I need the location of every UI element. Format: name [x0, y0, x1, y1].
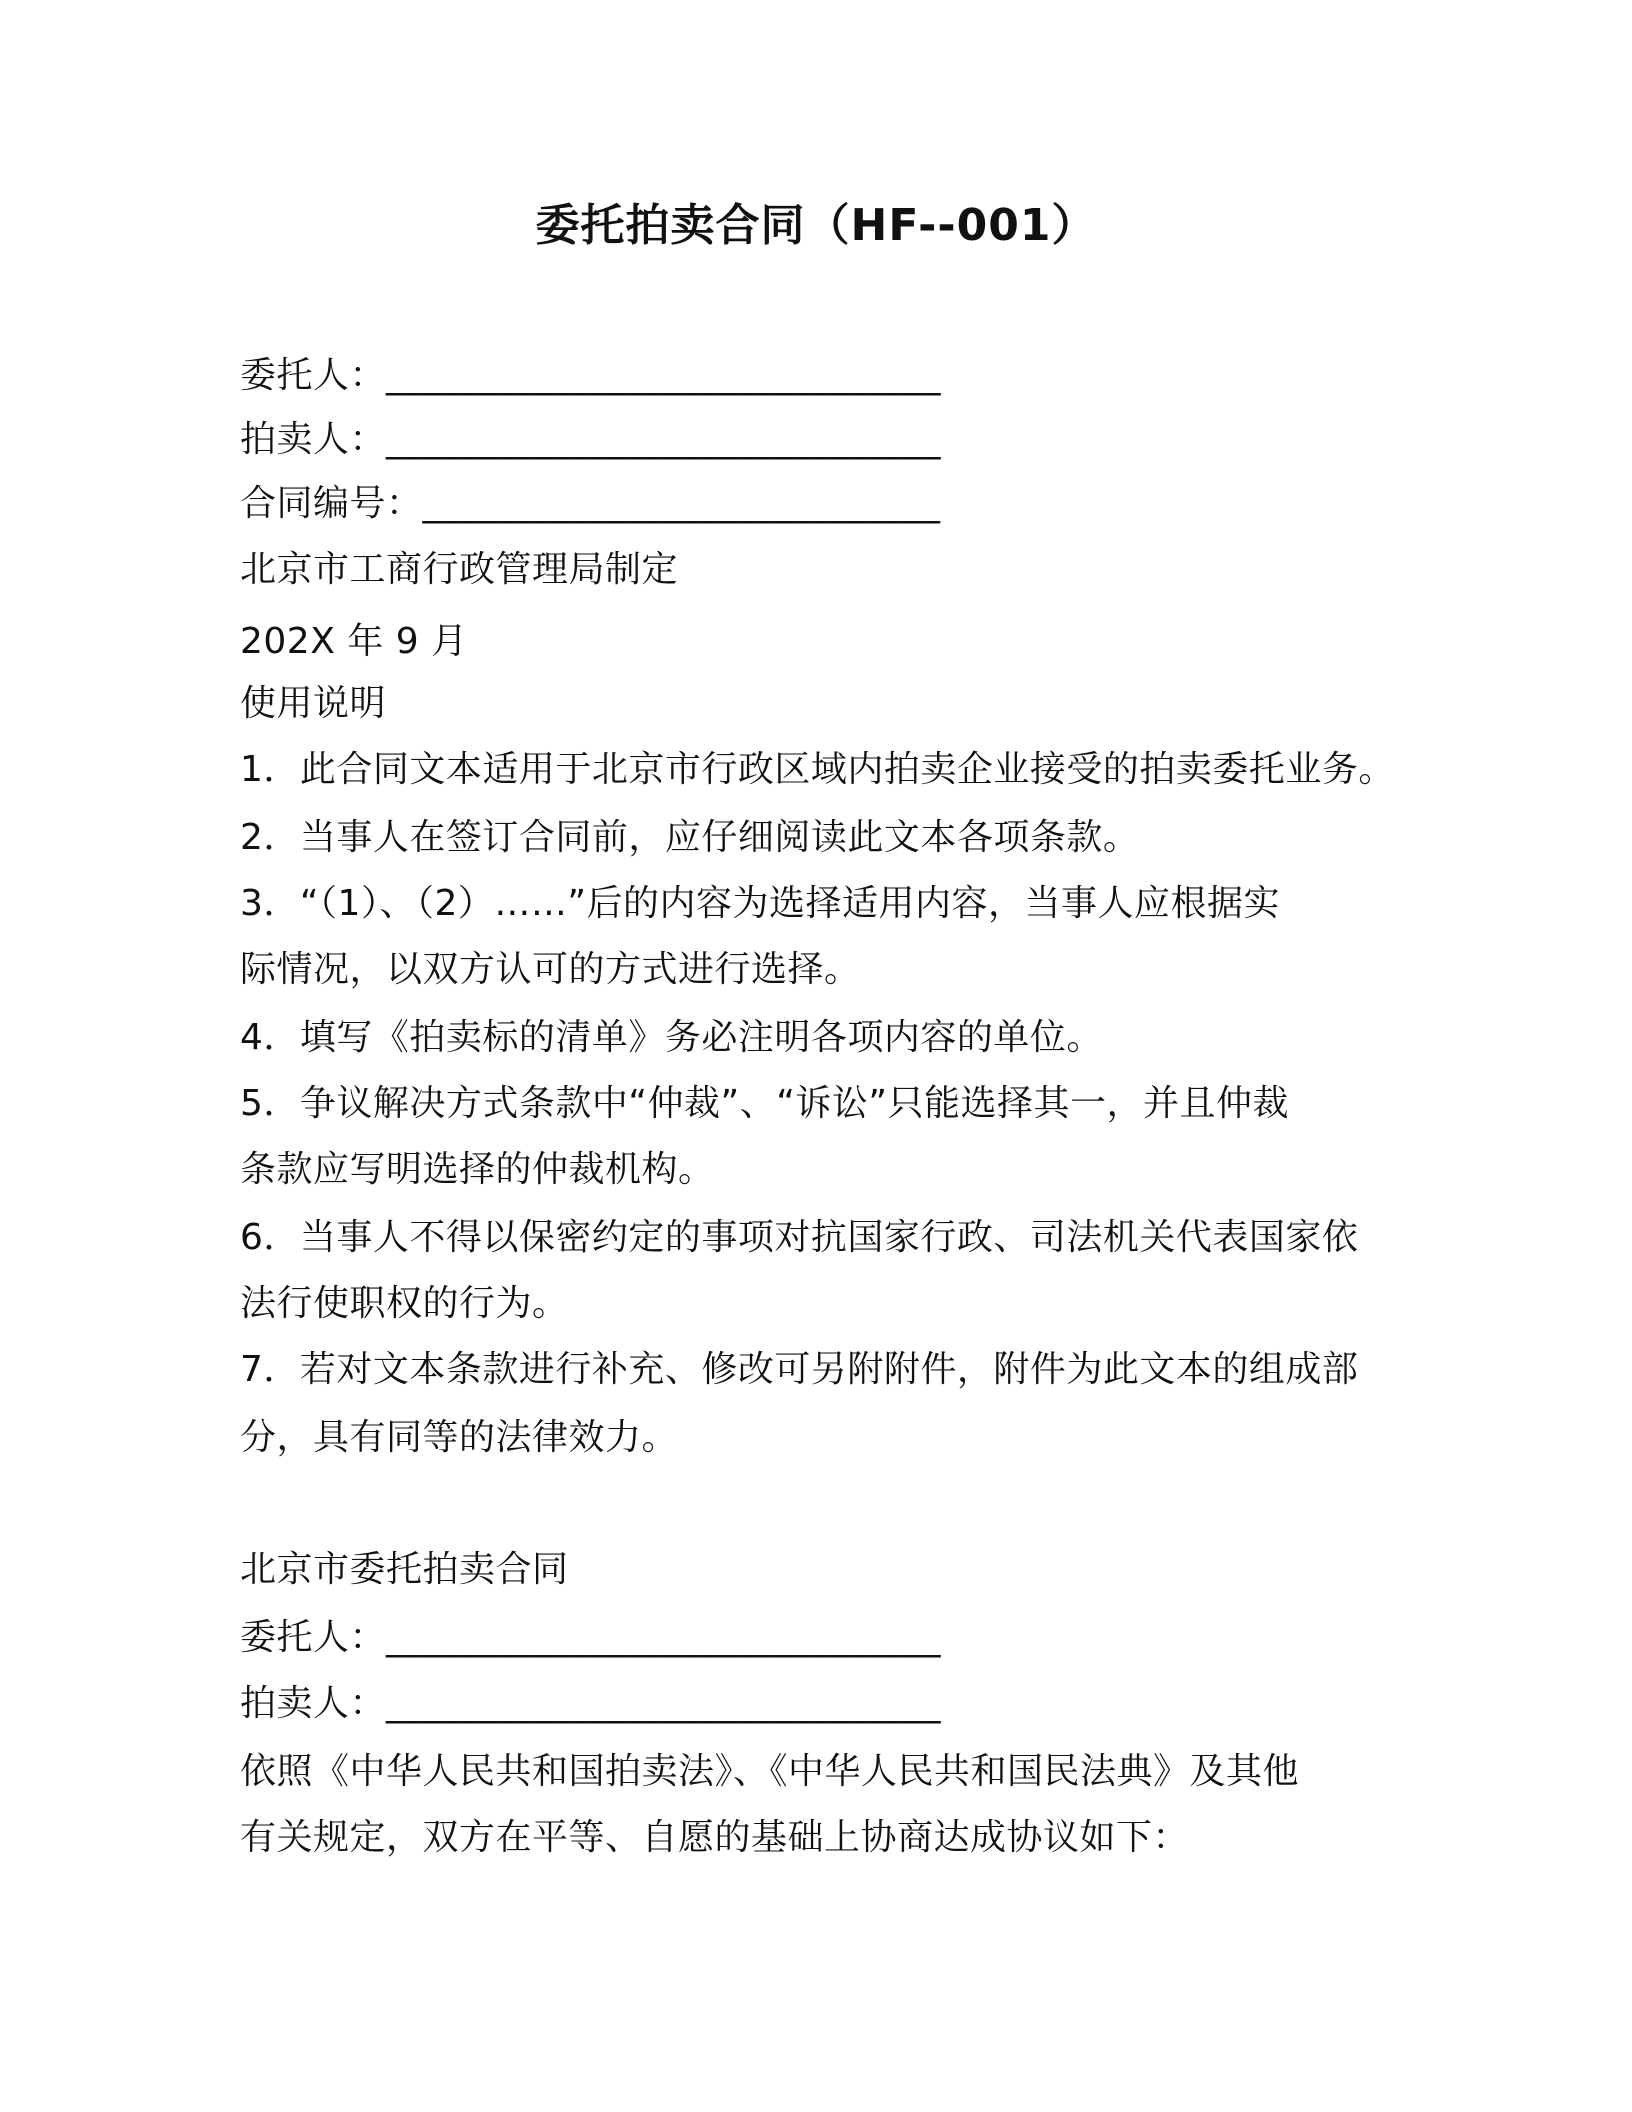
instruction-line: 2．当事人在签订合同前，应仔细阅读此文本各项条款。 [240, 817, 1140, 858]
header-field-contract-number [240, 480, 941, 528]
fill-in-blank: ______________________________ [386, 1617, 942, 1658]
instruction-line: 法行使职权的行为。 [240, 1283, 569, 1324]
instruction-line: 5．争议解决方式条款中“仲裁”、“诉讼”只能选择其一，并且仲裁 [240, 1083, 1290, 1124]
instruction-line: 1．此合同文本适用于北京市行政区域内拍卖企业接受的拍卖委托业务。 [240, 749, 1395, 790]
contract-field-client [240, 1614, 941, 1662]
field-label: 拍卖人： [240, 1683, 387, 1724]
instructions-heading: 使用说明 [240, 683, 387, 724]
contract-heading: 北京市委托拍卖合同 [240, 1549, 569, 1590]
document-title: 委托拍卖合同（HF--001） [535, 200, 1097, 251]
fill-in-blank: ______________________________ [386, 419, 942, 460]
date-line: 202X 年 9 月 [240, 621, 468, 662]
instruction-line: 际情况，以双方认可的方式进行选择。 [240, 949, 861, 990]
header-field-client [240, 352, 941, 400]
instruction-line: 6．当事人不得以保密约定的事项对抗国家行政、司法机关代表国家依 [240, 1217, 1359, 1258]
preamble-line: 有关规定，双方在平等、自愿的基础上协商达成协议如下： [240, 1817, 1190, 1858]
instruction-line: 3．“（1）、（2）……”后的内容为选择适用内容，当事人应根据实 [240, 883, 1281, 924]
instruction-line: 7．若对文本条款进行补充、修改可另附附件，附件为此文本的组成部 [240, 1349, 1359, 1390]
instruction-line: 4．填写《拍卖标的清单》务必注明各项内容的单位。 [240, 1017, 1103, 1058]
instruction-line: 条款应写明选择的仲裁机构。 [240, 1149, 715, 1190]
field-label: 委托人： [240, 1617, 387, 1658]
field-label: 委托人： [240, 355, 387, 396]
instruction-line: 分，具有同等的法律效力。 [240, 1417, 679, 1458]
field-label: 拍卖人： [240, 419, 387, 460]
preamble-line: 依照《中华人民共和国拍卖法》、《中华人民共和国民法典》及其他 [240, 1751, 1300, 1792]
header-field-auctioneer [240, 416, 941, 464]
fill-in-blank: ____________________________ [422, 483, 941, 524]
contract-field-auctioneer [240, 1680, 941, 1728]
field-label: 合同编号： [240, 483, 423, 524]
fill-in-blank: ______________________________ [386, 1683, 942, 1724]
issuer-line: 北京市工商行政管理局制定 [240, 549, 679, 590]
fill-in-blank: ______________________________ [386, 355, 942, 396]
